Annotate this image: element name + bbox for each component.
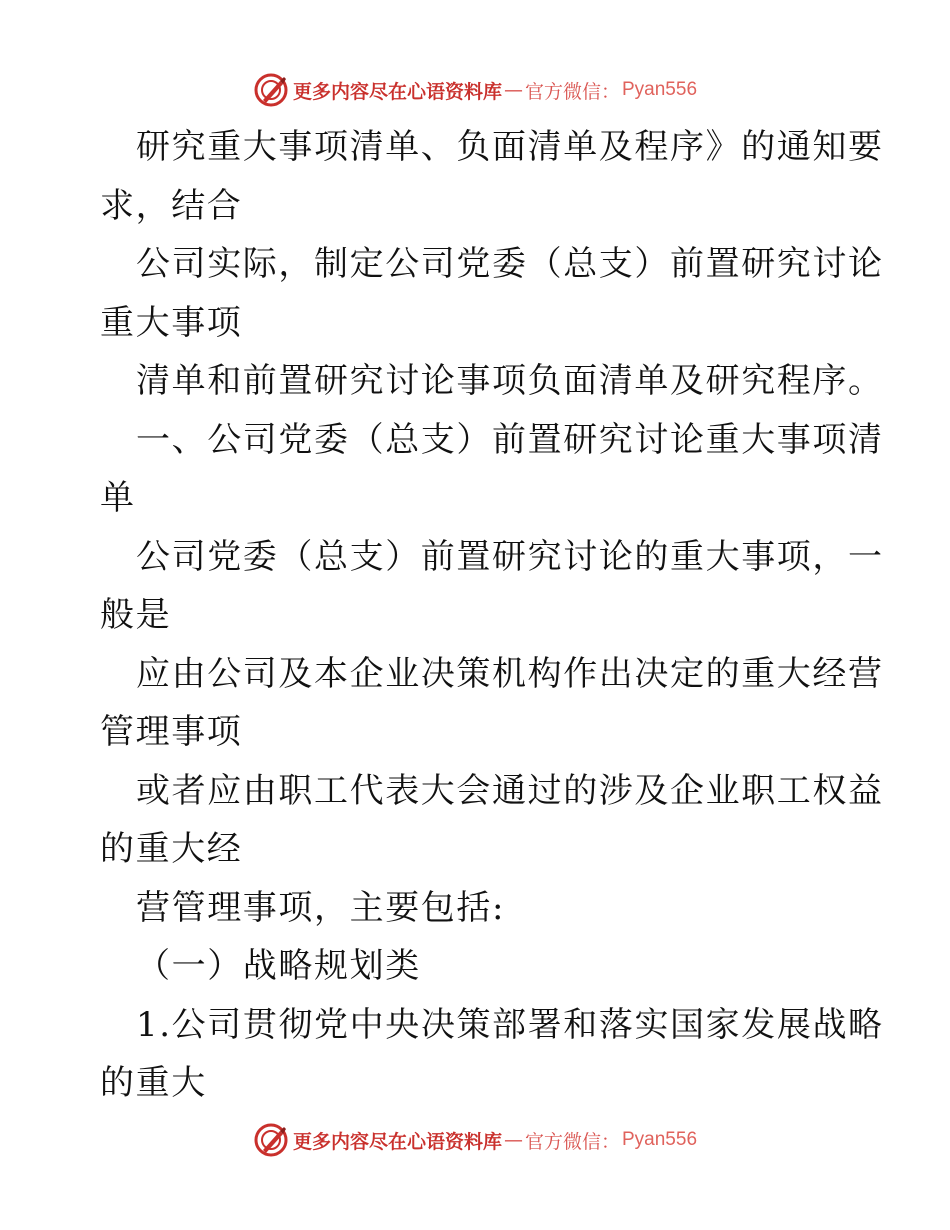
watermark-brand: 更多内容尽在心语资料库	[292, 80, 502, 103]
body-text-line: 求，结合	[100, 185, 243, 226]
body-text-line: 研究重大事项清单、负面清单及程序》的通知要	[136, 127, 884, 167]
body-text-line: 公司实际，制定公司党委（总支）前置研究讨论	[136, 244, 884, 284]
body-text-line: 或者应由职工代表大会通过的涉及企业职工权益	[136, 770, 884, 811]
watermark-contact: 官方微信：	[524, 80, 620, 103]
body-text-line: 单	[100, 478, 136, 518]
watermark-contact: 官方微信：	[524, 1130, 620, 1153]
watermark-separator: —	[503, 1129, 523, 1151]
watermark-brand: 更多内容尽在心语资料库	[292, 1130, 502, 1153]
body-text-line: （一）战略规划类	[136, 946, 421, 986]
body-text-line: 管理事项	[100, 712, 243, 752]
body-text-line: 公司党委（总支）前置研究讨论的重大事项，一	[136, 536, 884, 577]
watermark-wechat-id: Pyan556	[622, 1129, 698, 1150]
watermark-separator: —	[503, 79, 523, 101]
body-text-line: 重大事项	[100, 302, 243, 343]
header-watermark	[0, 70, 950, 110]
pen-logo-icon	[253, 1122, 289, 1158]
footer-watermark	[0, 1120, 950, 1160]
document-body	[100, 118, 884, 1113]
body-text-line: 应由公司及本企业决策机构作出决定的重大经营	[136, 653, 884, 694]
pen-logo-icon	[253, 72, 289, 108]
body-text-line: 清单和前置研究讨论事项负面清单及研究程序。	[136, 361, 884, 401]
body-text-line: 1.公司贯彻党中央决策部署和落实国家发展战略	[136, 1004, 884, 1045]
body-text-line: 一、公司党委（总支）前置研究讨论重大事项清	[136, 419, 884, 460]
body-text-line: 营管理事项，主要包括:	[136, 887, 506, 928]
body-text-line: 般是	[100, 595, 172, 635]
watermark-wechat-id: Pyan556	[622, 79, 698, 100]
body-text-line: 的重大	[100, 1063, 207, 1103]
body-text-line: 的重大经	[100, 829, 243, 869]
